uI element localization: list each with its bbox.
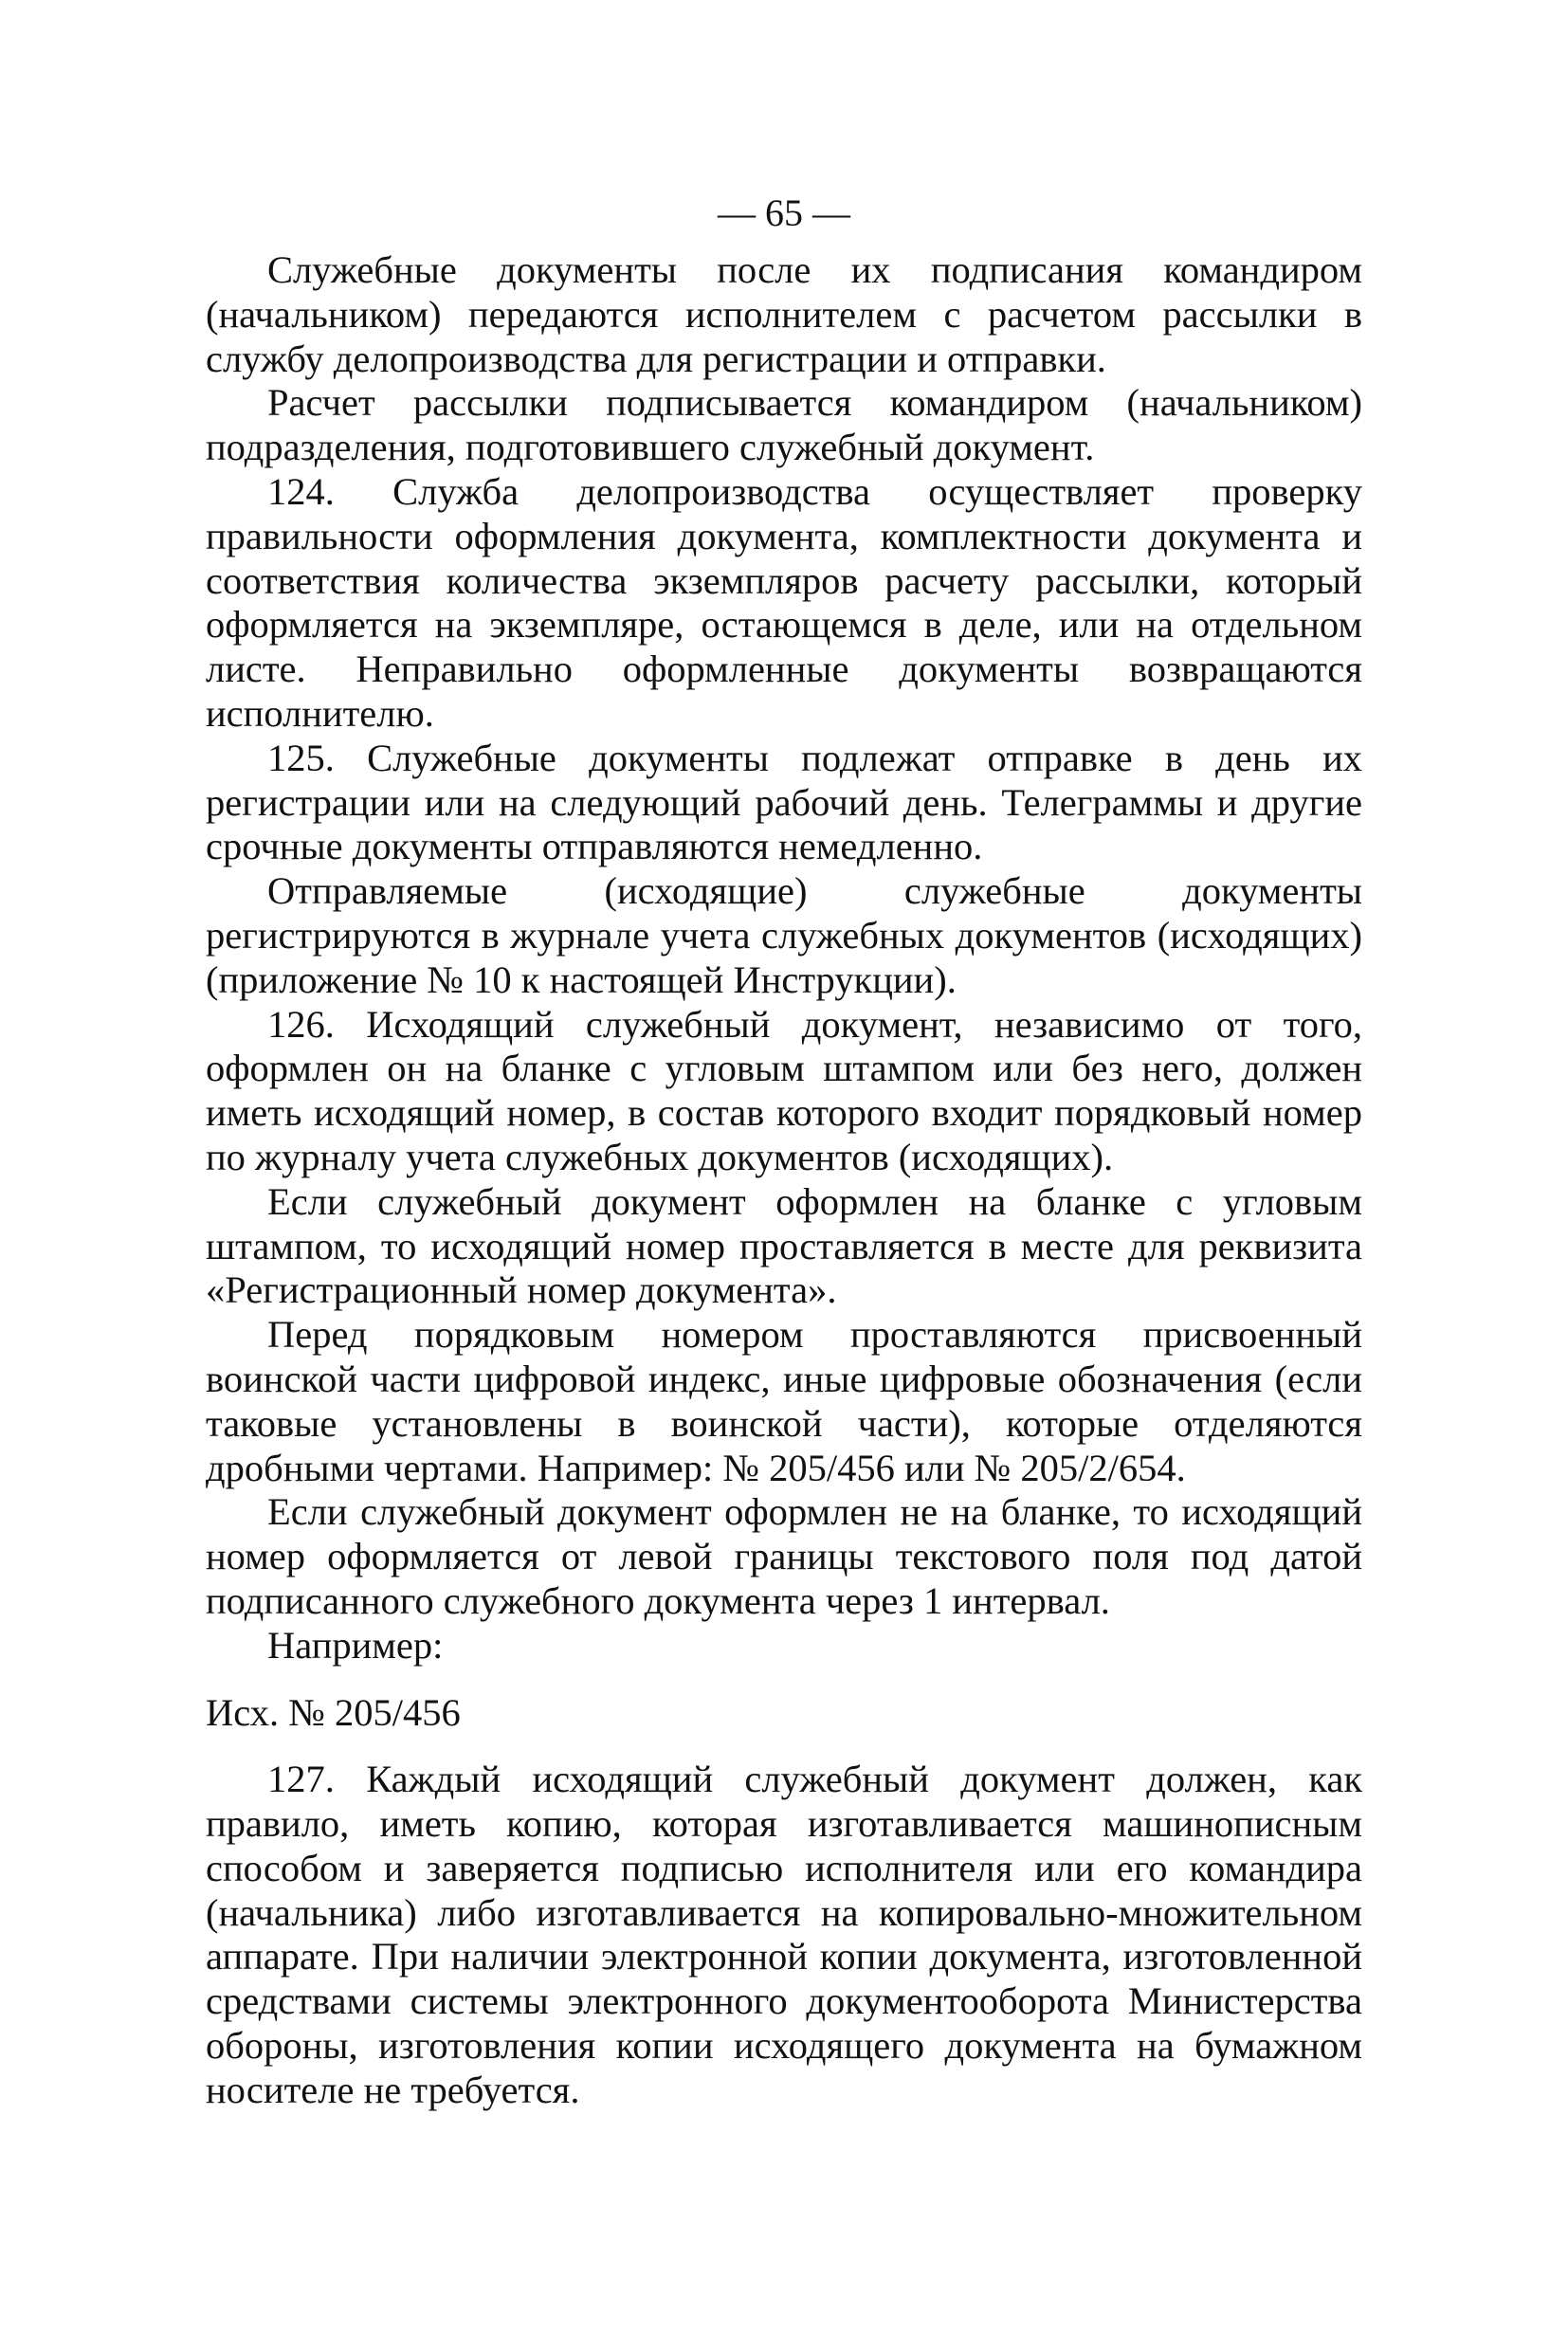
- paragraph: Отправляемые (исходящие) служебные документы регистрируются в журнале учета служебных документов (исходящих) (приложение № 10 к настоящей Инструкции).: [206, 869, 1362, 1001]
- paragraph: Если служебный документ оформлен на бланке с угловым штампом, то исходящий номер проставляется в месте для реквизита «Регистрационный номер документа».: [206, 1179, 1362, 1312]
- paragraph-item-127: 127. Каждый исходящий служебный документ должен, как правило, иметь копию, которая изготавливается машинописным способом и заверяется подписью исполнителя или его командира (начальника) либо изготавливается на копировально-множительном аппарате. При наличии электронной копии документа, изготовленной средствами системы электронного документооборота Министерства обороны, изготовления копии исходящего документа на бумажном носителе не требуется.: [206, 1758, 1362, 2111]
- paragraph-item-125: 125. Служебные документы подлежат отправке в день их регистрации или на следующий рабочий день. Телеграммы и другие срочные документы отправляются немедленно.: [206, 736, 1362, 868]
- paragraph: Служебные документы после их подписания командиром (начальником) передаются исполнителем с расчетом рассылки в службу делопроизводства для регистрации и отправки.: [206, 248, 1362, 380]
- example-label: Например:: [267, 1623, 444, 1667]
- example-outgoing-number: Исх. № 205/456: [206, 1690, 461, 1734]
- page-number: — 65 —: [718, 191, 850, 234]
- paragraph: Перед порядковым номером проставляются присвоенный воинской части цифровой индекс, иные цифровые обозначения (если таковые установлены в воинской части), которые отделяются дробными чертами. Например: № 205/456 или № 205/2/654.: [206, 1313, 1362, 1489]
- paragraph-item-124: 124. Служба делопроизводства осуществляет проверку правильности оформления документа, комплектности документа и соответствия количества экземпляров расчету рассылки, который оформляется на экземпляре, остающемся в деле, или на отдельном листе. Неправильно оформленные документы возвращаются исполнителю.: [206, 469, 1362, 735]
- paragraph-item-126: 126. Исходящий служебный документ, независимо от того, оформлен он на бланке с угловым штампом или без него, должен иметь исходящий номер, в состав которого входит порядковый номер по журналу учета служебных документов (исходящих).: [206, 1002, 1362, 1178]
- paragraph: Если служебный документ оформлен не на бланке, то исходящий номер оформляется от левой границы текстового поля под датой подписанного служебного документа через 1 интервал.: [206, 1490, 1362, 1622]
- document-body: [206, 248, 1362, 2113]
- paragraph: Расчет рассылки подписывается командиром (начальником) подразделения, подготовившего служебный документ.: [206, 381, 1362, 469]
